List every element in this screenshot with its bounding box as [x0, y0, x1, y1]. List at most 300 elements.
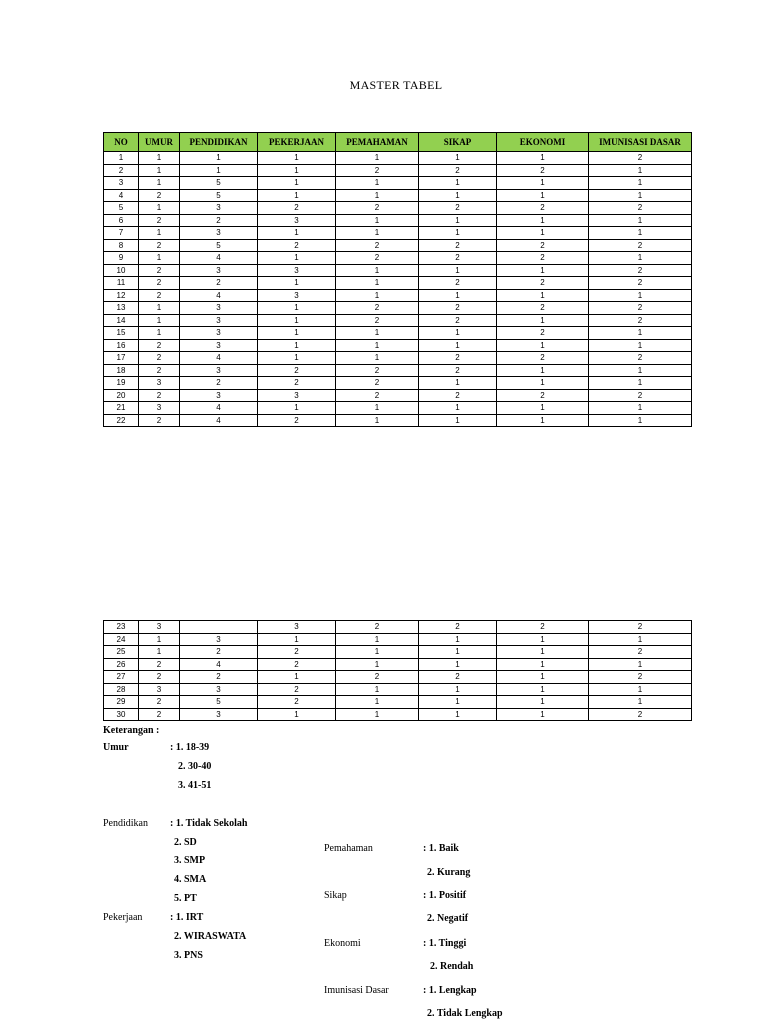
table-cell: 2 [419, 302, 497, 315]
table-row [104, 189, 692, 202]
table-cell: 3 [180, 633, 258, 646]
table-row [104, 696, 692, 709]
table-row [104, 177, 692, 190]
table-cell: 1 [336, 189, 419, 202]
table-cell: 1 [139, 164, 180, 177]
header-sikap: SIKAP [419, 133, 497, 152]
table-cell: 2 [258, 696, 336, 709]
table-cell: 1 [497, 339, 589, 352]
legend-umur-item: 2. 30-40 [178, 761, 212, 772]
master-table-page-1 [103, 132, 692, 427]
table-cell: 3 [139, 377, 180, 390]
table-cell: 7 [104, 227, 139, 240]
table-cell: 2 [258, 202, 336, 215]
header-pendidikan: PENDIDIKAN [180, 133, 258, 152]
table-cell: 8 [104, 239, 139, 252]
table-cell: 1 [419, 696, 497, 709]
table-cell: 3 [180, 708, 258, 721]
table-cell: 2 [589, 389, 692, 402]
legend-umur-label: Umur [103, 742, 129, 753]
table-row [104, 658, 692, 671]
table-cell: 1 [336, 289, 419, 302]
table-cell: 1 [497, 152, 589, 165]
table-cell: 1 [497, 377, 589, 390]
table-cell: 1 [336, 227, 419, 240]
table-cell: 3 [258, 621, 336, 634]
table-cell: 1 [336, 414, 419, 427]
table-cell: 1 [419, 414, 497, 427]
table-cell: 12 [104, 289, 139, 302]
table-cell: 1 [419, 227, 497, 240]
table-cell: 2 [336, 252, 419, 265]
table-cell: 2 [589, 352, 692, 365]
table-cell: 27 [104, 671, 139, 684]
table-row [104, 621, 692, 634]
legend-imunisasi-item: : 1. Lengkap [423, 985, 477, 996]
table-cell: 1 [419, 289, 497, 302]
table-cell: 1 [258, 164, 336, 177]
master-table-page-2 [103, 620, 692, 721]
table-cell: 23 [104, 621, 139, 634]
table-cell: 1 [497, 646, 589, 659]
table-row [104, 252, 692, 265]
table-cell: 2 [589, 314, 692, 327]
table-cell: 1 [258, 177, 336, 190]
table-cell: 15 [104, 327, 139, 340]
table-cell: 1 [589, 214, 692, 227]
table-cell: 1 [589, 189, 692, 202]
table-cell: 1 [497, 189, 589, 202]
table-cell: 2 [497, 164, 589, 177]
table-cell: 25 [104, 646, 139, 659]
table-cell: 1 [336, 683, 419, 696]
table-cell: 2 [139, 389, 180, 402]
table-cell: 3 [180, 302, 258, 315]
table-cell: 2 [336, 621, 419, 634]
table-cell: 3 [258, 389, 336, 402]
table-body-page-2 [104, 621, 692, 721]
table-cell: 1 [336, 708, 419, 721]
table-cell: 1 [258, 327, 336, 340]
table-cell: 2 [497, 389, 589, 402]
table-cell: 2 [258, 658, 336, 671]
table-cell: 1 [589, 227, 692, 240]
table-cell: 1 [589, 696, 692, 709]
table-cell: 1 [497, 364, 589, 377]
legend-ekonomi-item: 2. Rendah [430, 961, 474, 972]
table-cell: 2 [497, 352, 589, 365]
table-cell: 22 [104, 414, 139, 427]
table-cell: 5 [104, 202, 139, 215]
table-cell: 1 [419, 339, 497, 352]
table-cell: 2 [336, 164, 419, 177]
table-cell: 2 [139, 658, 180, 671]
legend-pemahaman-item: : 1. Baik [423, 843, 459, 854]
table-row [104, 302, 692, 315]
table-cell: 4 [180, 352, 258, 365]
table-cell: 3 [180, 264, 258, 277]
document-title: MASTER TABEL [349, 78, 443, 92]
legend-pendidikan-item: 5. PT [174, 893, 197, 904]
table-cell: 1 [336, 277, 419, 290]
table-body-page-1 [104, 152, 692, 427]
table-cell: 1 [497, 708, 589, 721]
table-cell: 1 [419, 189, 497, 202]
table-cell: 4 [180, 252, 258, 265]
table-cell: 1 [589, 164, 692, 177]
table-cell: 2 [589, 152, 692, 165]
table-cell: 2 [497, 302, 589, 315]
table-cell: 1 [336, 696, 419, 709]
table-cell: 3 [180, 314, 258, 327]
table-cell: 2 [589, 708, 692, 721]
legend-heading: Keterangan : [103, 725, 160, 736]
table-cell: 2 [139, 352, 180, 365]
table-cell: 1 [258, 708, 336, 721]
table-cell: 13 [104, 302, 139, 315]
table-cell: 2 [139, 339, 180, 352]
table-cell: 1 [258, 277, 336, 290]
legend-pendidikan-item: : 1. Tidak Sekolah [170, 818, 248, 829]
table-cell: 2 [419, 621, 497, 634]
table-cell: 3 [180, 202, 258, 215]
table-cell: 2 [589, 239, 692, 252]
table-row [104, 277, 692, 290]
table-cell: 20 [104, 389, 139, 402]
table-cell: 2 [180, 671, 258, 684]
table-cell: 1 [139, 177, 180, 190]
table-cell: 3 [180, 364, 258, 377]
table-cell: 18 [104, 364, 139, 377]
header-ekonomi: EKONOMI [497, 133, 589, 152]
table-row [104, 264, 692, 277]
table-cell: 1 [419, 683, 497, 696]
table-row [104, 708, 692, 721]
table-cell: 5 [180, 177, 258, 190]
table-row [104, 314, 692, 327]
table-cell: 1 [419, 633, 497, 646]
table-cell: 16 [104, 339, 139, 352]
table-cell: 2 [497, 621, 589, 634]
table-row [104, 414, 692, 427]
table-cell: 1 [589, 327, 692, 340]
table-cell: 1 [336, 327, 419, 340]
legend-ekonomi-item: : 1. Tinggi [423, 938, 467, 949]
table-row [104, 683, 692, 696]
table-cell: 2 [336, 302, 419, 315]
table-cell: 2 [419, 252, 497, 265]
table-cell: 1 [589, 339, 692, 352]
legend-sikap-label: Sikap [324, 890, 347, 901]
table-cell: 1 [258, 339, 336, 352]
table-cell: 2 [589, 277, 692, 290]
table-cell: 2 [139, 239, 180, 252]
table-cell: 2 [139, 289, 180, 302]
table-cell: 1 [258, 302, 336, 315]
header-umur: UMUR [139, 133, 180, 152]
table-cell: 2 [589, 671, 692, 684]
table-cell: 2 [180, 377, 258, 390]
header-no: NO [104, 133, 139, 152]
table-cell: 21 [104, 402, 139, 415]
table-cell: 2 [419, 671, 497, 684]
table-cell: 2 [180, 277, 258, 290]
table-cell: 1 [104, 152, 139, 165]
table-cell: 1 [497, 177, 589, 190]
table-cell: 2 [139, 189, 180, 202]
table-cell: 1 [589, 377, 692, 390]
table-cell: 2 [497, 202, 589, 215]
table-cell: 1 [139, 202, 180, 215]
table-cell: 1 [139, 327, 180, 340]
table-cell: 2 [258, 239, 336, 252]
table-cell: 2 [139, 264, 180, 277]
table-cell: 3 [139, 621, 180, 634]
table-cell: 1 [419, 402, 497, 415]
table-cell: 1 [336, 646, 419, 659]
table-cell: 2 [258, 364, 336, 377]
table-cell: 2 [180, 646, 258, 659]
table-cell: 2 [180, 214, 258, 227]
table-cell: 2 [589, 621, 692, 634]
table-cell: 1 [497, 314, 589, 327]
table-cell: 1 [497, 289, 589, 302]
table-cell: 1 [336, 264, 419, 277]
table-cell: 1 [419, 646, 497, 659]
legend-pekerjaan-item: 2. WIRASWATA [174, 931, 247, 942]
table-cell: 2 [419, 164, 497, 177]
table-cell: 5 [180, 696, 258, 709]
table-cell: 2 [589, 646, 692, 659]
table-cell: 2 [139, 696, 180, 709]
table-cell: 3 [258, 264, 336, 277]
table-cell: 2 [497, 252, 589, 265]
legend-umur-item: 3. 41-51 [178, 780, 212, 791]
table-cell: 11 [104, 277, 139, 290]
table-cell: 1 [336, 658, 419, 671]
table-cell: 1 [258, 227, 336, 240]
table-cell: 30 [104, 708, 139, 721]
table-cell: 1 [419, 377, 497, 390]
legend-pemahaman-label: Pemahaman [324, 843, 373, 854]
table-cell: 2 [139, 214, 180, 227]
table-cell: 1 [258, 314, 336, 327]
table-cell: 26 [104, 658, 139, 671]
table-cell: 1 [419, 708, 497, 721]
table-cell: 1 [497, 264, 589, 277]
legend-pendidikan-item: 2. SD [174, 837, 197, 848]
legend-pekerjaan-item: : 1. IRT [170, 912, 204, 923]
table-cell: 1 [258, 402, 336, 415]
table-cell: 3 [180, 327, 258, 340]
table-cell: 1 [497, 227, 589, 240]
table-cell: 1 [336, 152, 419, 165]
table-row [104, 364, 692, 377]
table-cell: 4 [180, 289, 258, 302]
table-cell: 1 [139, 302, 180, 315]
table-cell: 2 [336, 377, 419, 390]
table-cell: 2 [497, 327, 589, 340]
table-row [104, 239, 692, 252]
header-pekerjaan: PEKERJAAN [258, 133, 336, 152]
header-pemahaman: PEMAHAMAN [336, 133, 419, 152]
table-cell: 2 [589, 264, 692, 277]
table-cell: 1 [258, 352, 336, 365]
table-cell: 6 [104, 214, 139, 227]
legend-pendidikan-label: Pendidikan [103, 818, 148, 829]
table-cell: 2 [139, 708, 180, 721]
table-cell [180, 621, 258, 634]
table-cell: 2 [419, 352, 497, 365]
table-cell: 4 [104, 189, 139, 202]
header-imunisasi-dasar: IMUNISASI DASAR [589, 133, 692, 152]
table-cell: 1 [419, 177, 497, 190]
table-cell: 3 [180, 339, 258, 352]
legend-imunisasi-item: 2. Tidak Lengkap [427, 1008, 503, 1019]
table-cell: 1 [336, 214, 419, 227]
table-row [104, 633, 692, 646]
table-row [104, 352, 692, 365]
table-cell: 24 [104, 633, 139, 646]
table-cell: 1 [419, 327, 497, 340]
table-row [104, 339, 692, 352]
table-row [104, 152, 692, 165]
table-row [104, 402, 692, 415]
table-cell: 3 [104, 177, 139, 190]
table-cell: 4 [180, 658, 258, 671]
table-cell: 1 [497, 696, 589, 709]
legend-sikap-item: 2. Negatif [427, 913, 469, 924]
legend-umur-item: : 1. 18-39 [170, 742, 210, 753]
table-row [104, 646, 692, 659]
table-cell: 1 [258, 252, 336, 265]
table-cell: 1 [419, 152, 497, 165]
table-cell: 19 [104, 377, 139, 390]
table-cell: 4 [180, 414, 258, 427]
table-row [104, 377, 692, 390]
table-cell: 1 [589, 683, 692, 696]
table-cell: 10 [104, 264, 139, 277]
table-cell: 2 [139, 671, 180, 684]
table-cell: 2 [419, 202, 497, 215]
table-cell: 2 [336, 389, 419, 402]
table-cell: 1 [139, 633, 180, 646]
table-cell: 1 [589, 252, 692, 265]
table-row [104, 389, 692, 402]
table-cell: 1 [139, 152, 180, 165]
legend-pendidikan-item: 3. SMP [174, 855, 206, 866]
table-cell: 14 [104, 314, 139, 327]
table-cell: 1 [336, 633, 419, 646]
table-cell: 2 [258, 646, 336, 659]
table-cell: 2 [139, 277, 180, 290]
legend-pekerjaan-label: Pekerjaan [103, 912, 143, 923]
table-cell: 1 [589, 364, 692, 377]
legend-pendidikan-item: 4. SMA [174, 874, 207, 885]
table-cell: 2 [104, 164, 139, 177]
table-cell: 2 [497, 239, 589, 252]
table-cell: 9 [104, 252, 139, 265]
table-cell: 1 [589, 658, 692, 671]
table-cell: 1 [258, 671, 336, 684]
table-cell: 1 [336, 402, 419, 415]
legend-pekerjaan-item: 3. PNS [174, 950, 203, 961]
table-cell: 1 [139, 227, 180, 240]
table-cell: 3 [180, 227, 258, 240]
table-cell: 1 [589, 633, 692, 646]
table-cell: 2 [258, 377, 336, 390]
table-cell: 2 [497, 277, 589, 290]
table-cell: 2 [336, 314, 419, 327]
table-cell: 1 [258, 152, 336, 165]
table-cell: 1 [589, 177, 692, 190]
table-cell: 1 [497, 683, 589, 696]
table-cell: 1 [497, 402, 589, 415]
table-cell: 1 [497, 671, 589, 684]
table-cell: 2 [336, 364, 419, 377]
table-cell: 1 [589, 402, 692, 415]
table-cell: 1 [497, 414, 589, 427]
table-cell: 1 [336, 352, 419, 365]
table-cell: 1 [419, 658, 497, 671]
table-cell: 2 [419, 277, 497, 290]
table-cell: 5 [180, 239, 258, 252]
table-cell: 3 [180, 389, 258, 402]
table-cell: 2 [336, 202, 419, 215]
table-cell: 2 [419, 364, 497, 377]
table-cell: 29 [104, 696, 139, 709]
table-row [104, 214, 692, 227]
table-cell: 1 [258, 633, 336, 646]
legend-pemahaman-item: 2. Kurang [427, 867, 471, 878]
table-cell: 2 [419, 389, 497, 402]
table-cell: 2 [419, 239, 497, 252]
table-cell: 1 [497, 633, 589, 646]
table-row [104, 289, 692, 302]
table-cell: 2 [419, 314, 497, 327]
table-cell: 3 [258, 289, 336, 302]
table-cell: 1 [180, 152, 258, 165]
table-cell: 1 [180, 164, 258, 177]
legend-sikap-item: : 1. Positif [423, 890, 467, 901]
table-cell: 3 [180, 683, 258, 696]
table-cell: 1 [139, 314, 180, 327]
table-cell: 17 [104, 352, 139, 365]
table-cell: 3 [139, 402, 180, 415]
table-cell: 5 [180, 189, 258, 202]
table-cell: 1 [336, 177, 419, 190]
table-cell: 2 [589, 302, 692, 315]
table-cell: 1 [589, 289, 692, 302]
table-cell: 1 [139, 252, 180, 265]
table-cell: 1 [497, 658, 589, 671]
table-cell: 1 [258, 189, 336, 202]
table-row [104, 227, 692, 240]
table-cell: 2 [139, 364, 180, 377]
table-row [104, 164, 692, 177]
table-cell: 1 [139, 646, 180, 659]
table-cell: 3 [258, 214, 336, 227]
table-cell: 2 [258, 414, 336, 427]
legend-imunisasi-label: Imunisasi Dasar [324, 985, 389, 996]
table-cell: 2 [139, 414, 180, 427]
table-row [104, 202, 692, 215]
table-row [104, 327, 692, 340]
table-cell: 28 [104, 683, 139, 696]
table-cell: 3 [139, 683, 180, 696]
table-cell: 1 [419, 264, 497, 277]
table-cell: 1 [589, 414, 692, 427]
